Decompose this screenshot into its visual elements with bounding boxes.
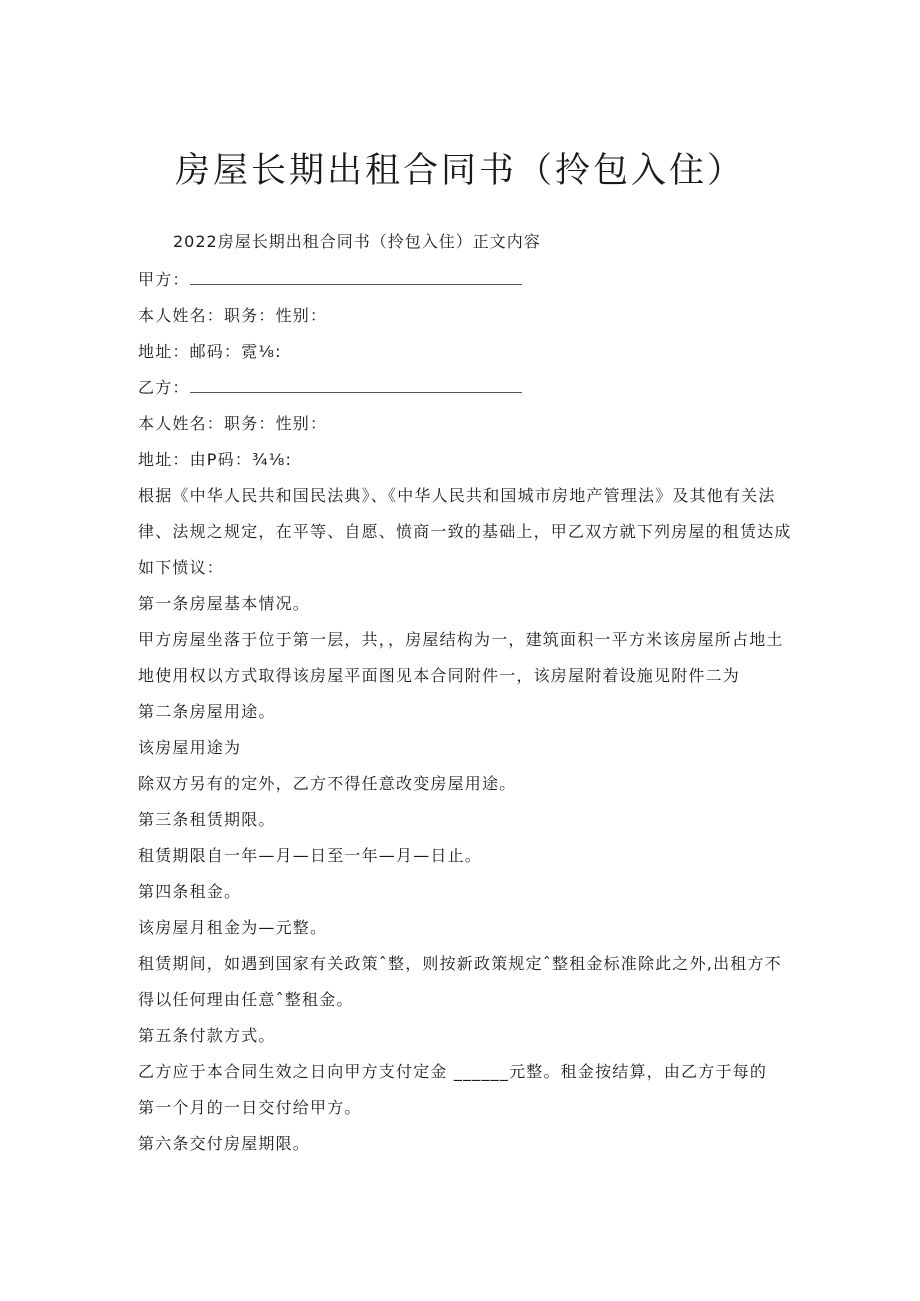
article4-body-line: 得以任何理由任意ˆ整租金。: [138, 990, 354, 1009]
party-b-field: [190, 378, 522, 393]
article5-body-line: 第一个月的一日交付给甲方。: [138, 1098, 362, 1117]
preamble-line: 如下愤议：: [138, 558, 225, 577]
article3-heading: 第三条租赁期限。: [138, 810, 276, 829]
document-subtitle: 2022房屋长期出租合同书（拎包入住）正文内容: [173, 232, 541, 251]
article5-heading: 第五条付款方式。: [138, 1026, 276, 1045]
article2-heading: 第二条房屋用途。: [138, 702, 276, 721]
party-a-person: 本人姓名：职务：性别：: [138, 306, 328, 325]
article2-body-line: 除双方另有的定外，乙方不得任意改变房屋用途。: [138, 774, 517, 793]
party-b-person: 本人姓名：职务：性别：: [138, 414, 328, 433]
article6-heading: 第六条交付房屋期限。: [138, 1134, 311, 1153]
party-b-address: 地址：由P码：¾⅛:: [138, 450, 293, 469]
article1-body-line: 地使用权以方式取得该房屋平面图见本合同附件一，该房屋附着设施见附件二为: [138, 666, 741, 685]
party-b-label: 乙方：: [138, 378, 190, 397]
party-a-field: [190, 270, 522, 285]
preamble-line: 根据《中华人民共和国民法典》、《中华人民共和国城市房地产管理法》及其他有关法: [138, 486, 776, 505]
party-b-line: [138, 375, 522, 398]
article2-body-line: 该房屋用途为: [138, 738, 242, 757]
article4-body-line: 该房屋月租金为—元整。: [138, 918, 328, 937]
party-a-line: [138, 267, 522, 290]
article5-body-line: 乙方应于本合同生效之日向甲方支付定金 ______元整。租金按结算，由乙方于每的: [138, 1062, 768, 1081]
preamble-line: 律、法规之规定，在平等、自愿、愤商一致的基础上，甲乙双方就下列房屋的租赁达成: [138, 522, 792, 541]
article4-heading: 第四条租金。: [138, 882, 242, 901]
article1-body-line: 甲方房屋坐落于位于第一层，共，，房屋结构为一，建筑面积一平方米该房屋所占地土: [138, 630, 784, 649]
article3-body: 租赁期限自一年—月—日至一年—月—日止。: [138, 846, 483, 865]
party-a-label: 甲方：: [138, 270, 190, 289]
document-title: 房屋长期出租合同书（拎包入住）: [174, 151, 745, 191]
article1-heading: 第一条房屋基本情况。: [138, 594, 311, 613]
article4-body-line: 租赁期间，如遇到国家有关政策ˆ整，则按新政策规定ˆ整租金标准除此之外,出租方不: [138, 954, 782, 973]
party-a-address: 地址：邮码：霓⅛:: [138, 342, 282, 361]
